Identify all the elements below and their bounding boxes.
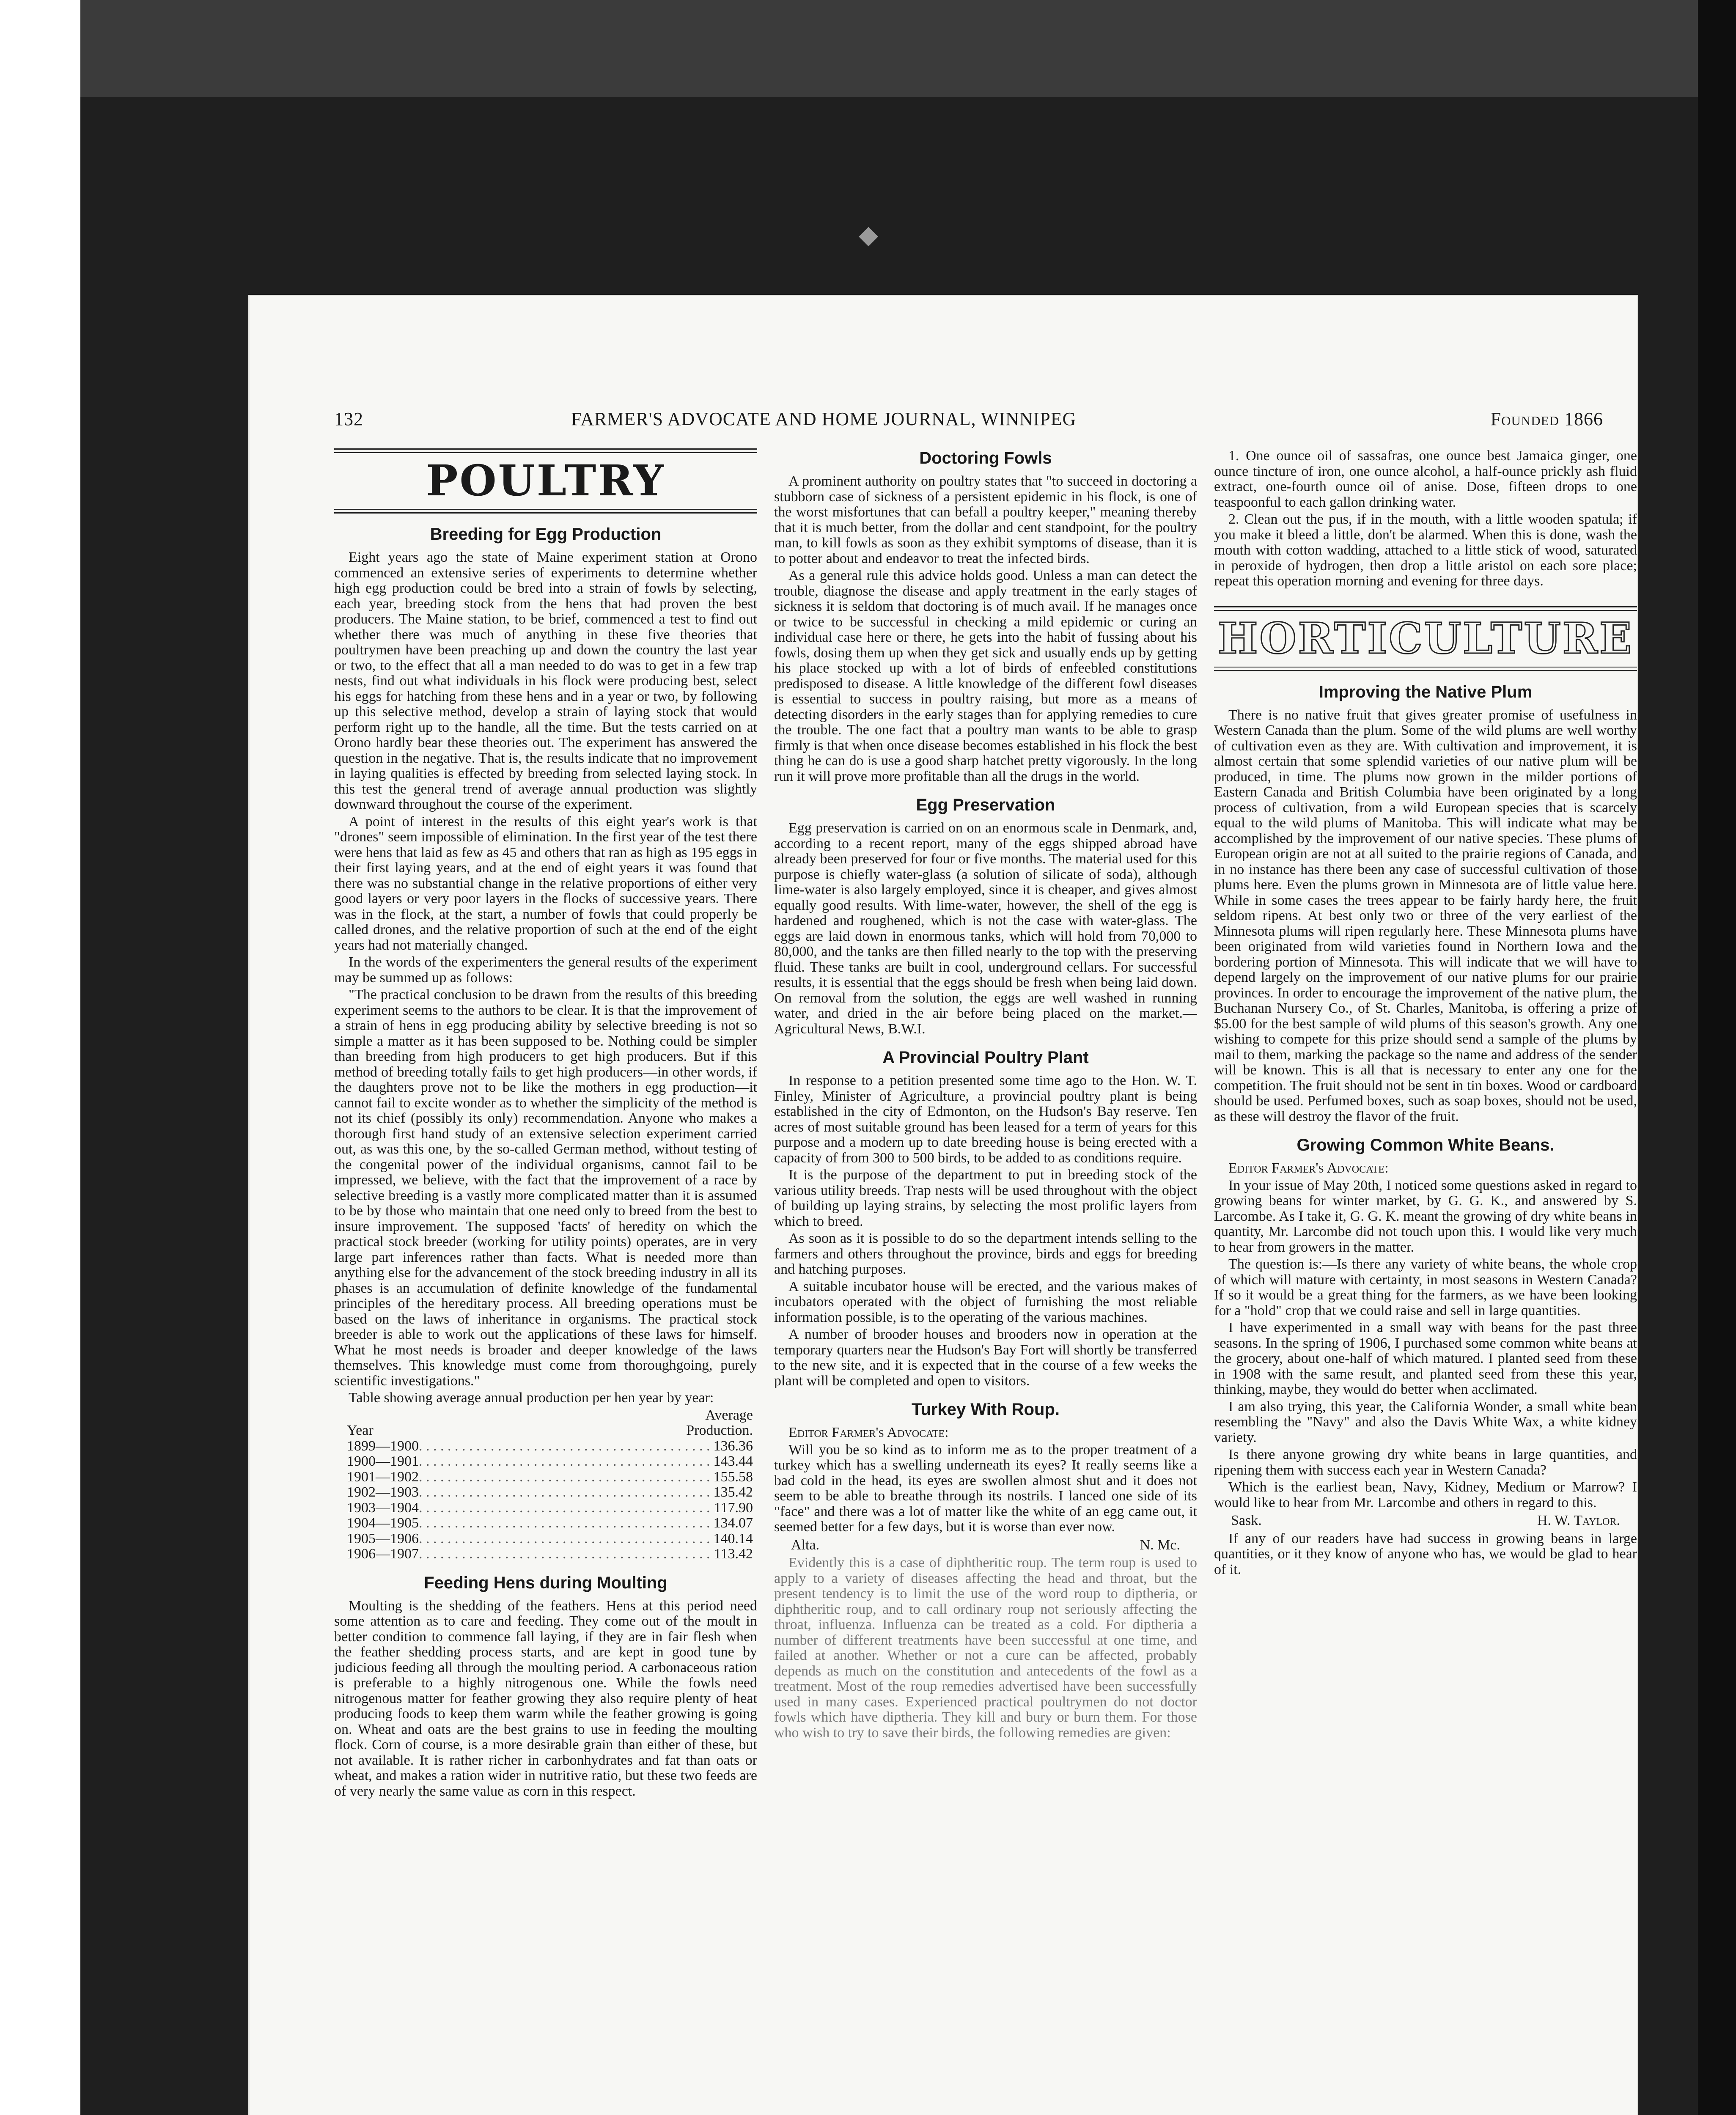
- poultry-plant-headline: A Provincial Poultry Plant: [882, 1048, 1089, 1067]
- signature-name: H. W. Taylor.: [1537, 1513, 1620, 1528]
- table-cell-value: 113.42: [714, 1546, 753, 1562]
- journal-title: FARMER'S ADVOCATE AND HOME JOURNAL, WINNIPEG: [571, 409, 1077, 429]
- answer-paragraph: 2. Clean out the pus, if in the mouth, with a little wooden spatula; if you make it bleed a little, don't be alarmed. When this is done, wash the mouth with cotton wadding, attached to a little stick of wood, saturated in peroxide of hydrogen, then drop a little aristol on each sore place; repeat this operation morning and evening for three days.: [1214, 511, 1637, 589]
- scanner-mark: ◆: [859, 221, 879, 249]
- running-head: [334, 408, 1603, 434]
- newspaper-page: [250, 296, 1637, 2115]
- leader-dots: [419, 1531, 714, 1547]
- scan-margin-right: [1698, 0, 1736, 2115]
- table-row: [347, 1454, 753, 1470]
- turkey-headline: Turkey With Roup.: [912, 1400, 1060, 1419]
- table-cell-value: 135.42: [713, 1484, 753, 1500]
- letter-paragraph: In your issue of May 20th, I noticed some questions asked in regard to growing beans for winter market, by G. G. K., and answered by S. Larcombe. As I take it, G. G. K. meant the growing of dry white beans in quantity, Mr. Larcombe did not touch upon this. I would like very much to hear from growers in the matter.: [1214, 1177, 1637, 1255]
- article-paragraph: "The practical conclusion to be drawn from the results of this breeding experiment seems to the authors to be clear. It is that the improvement of a strain of hens in egg producing ability by selective breeding is not so simple a matter as it has been supposed to be. Nothing could be simpler than breeding from high producers to get high producers. But if this method of breeding totally fails to get high producers—in other words, if the daughters prove not to be like the mothers in egg production—it cannot fail to excite wonder as to whether the simplicity of the method is not its chief (possibly its only) recommendation. Anyone who makes a thorough first hand study of an extensive selection experiment carried out, as was this one, by the so-called German method, without testing of the congenital power of the individual organisms, cannot fail to be impressed, we believe, with the fact that the improvement of a race by selective breeding is a vastly more complicated matter than it is assumed to be by those who maintain that one need only to breed from the best to insure improvement. The supposed 'facts' of heredity on which the practical stock breeder (working for utility points) operates, are in very large part inferences rather than facts. What is needed more than anything else for the advancement of the stock breeding industry in all its phases is an accumulation of definite knowledge of the fundamental principles of the hereditary process. All breeding operations must be based on the laws of inheritance in organisms. The practical stock breeder is able to work out the applications of these laws for himself. What he most needs is broader and deeper knowledge of the laws themselves. This knowledge must come from thoroughgoing, purely scientific investigations.": [334, 987, 757, 1389]
- letter-paragraph: The question is:—Is there any variety of white beans, the whole crop of which will mature with certainty, in most seasons in Western Canada? If so it would be a great thing for the farmers, as we have been looking for a "hold" crop that we could raise and sell in large quantities.: [1214, 1256, 1637, 1318]
- table-cell-year: 1899—1900: [347, 1438, 419, 1454]
- article-paragraph: A point of interest in the results of this eight year's work is that "drones" seem impossible of elimination. In the first year of the test there were hens that laid as few as 45 and others that ran as high as 195 eggs in their first laying years, and at the end of eight years it was found that there was no substantial change in the relative proportions of either very good layers or very poor layers in the flocks of successive years. There was in the flock, at the start, a number of fowls that could properly be called drones, and the relative proportion of such at the end of the eight years had not materially changed.: [334, 813, 757, 953]
- leader-dots: [419, 1454, 714, 1470]
- article-paragraph: A prominent authority on poultry states that "to succeed in doctoring a stubborn case of sickness of a persistent epidemic in his flock, is one of the worst misfortunes that can befall a poultry keeper," meaning thereby that it is much better, from the dollar and cent standpoint, for the poultry man, to kill fowls as soon as they exhibit symptoms of disease, than it is to potter about and endeavor to treat the infected birds.: [774, 473, 1197, 566]
- column-middle: [774, 448, 1197, 2115]
- banner-rule-bottom: [334, 509, 757, 514]
- beans-headline: Growing Common White Beans.: [1297, 1136, 1555, 1154]
- leader-dots: [419, 1439, 714, 1454]
- editor-salutation: Editor Farmer's Advocate:: [788, 1425, 949, 1440]
- banner-rule-bottom: [1214, 667, 1637, 671]
- table-row: [347, 1546, 753, 1562]
- table-cell-year: 1903—1904: [347, 1500, 419, 1516]
- article-paragraph: Eight years ago the state of Maine experiment station at Orono commenced an extensive series of experiments to determine whether high egg production could be bred into a strain of fowls by selecting, each year, breeding stock from the hens that had proven the best producers. The Maine station, to be brief, commenced a test to find out whether there was much of anything in these five theories that poultrymen have been preaching up and down the country the last year or two, to the effect that all a man needed to do was to get in a few trap nests, find out what individuals in his flock were producing best, select his eggs for hatching from these hens and in a year or two, by following up this selective method, develop a strain of laying stock that would perform right up to the handle, all the time. But the tests carried on at Orono hardly bear these theories out. The experiment has answered the question in the negative. That is, the results indicate that no improvement in laying qualities is effected by breeding from selected laying stock. In this test the general trend of average annual production was slightly downward throughout the course of the experiment.: [334, 549, 757, 812]
- article-paragraph: Table showing average annual production per hen year by year:: [349, 1390, 714, 1406]
- table-cell-value: 140.14: [713, 1530, 753, 1546]
- article-paragraph: Moulting is the shedding of the feathers. Hens at this period need some attention as to care and feeding. They come out of the moult in better condition to commence fall laying, if they are in fair flesh when the feather shedding process starts, and are kept in good tune by judicious feeding all through the moulting period. A carbonaceous ration is preferable to a highly nitrogenous one. While the fowls need nitrogenous matter for feather growing they also require plenty of heat producing foods to keep them warm while the feather growing is going on. Wheat and oats are the best grains to use in feeding the moulting flock. Corn of course, is a more desirable grain than either of these, but not available. It is rather richer in carbonhydrates and fat than oats or wheat, and makes a ration wider in nutritive ratio, but these two feeds are of very nearly the same value as corn in this respect.: [334, 1598, 757, 1799]
- table-row: [347, 1500, 753, 1516]
- signature-name: N. Mc.: [1140, 1537, 1180, 1553]
- table-cell-year: 1901—1902: [347, 1469, 419, 1485]
- plum-headline: Improving the Native Plum: [1318, 682, 1533, 701]
- page-number: 132: [334, 409, 363, 429]
- answer-paragraph: Evidently this is a case of diphtheritic roup. The term roup is used to apply to a variety of diseases affecting the head and throat, but the present tendency is to limit the use of the word roup to diptheria, or diphtheritic roup, and to call ordinary roup not seriously affecting the throat, influenza. Influenza can be treated as a cold. For diptheria a number of different treatments have been successful at one time, and failed at another. Whether or not a cure can be affected, probably depends as much on the constitution and antecedents of the fowl as a treatment. Most of the roup remedies advertised have been successfully used in many cases. Experienced practical poultrymen do not doctor fowls which have diptheria. They kill and bury or burn them. For those who wish to try to save their birds, the following remedies are given:: [774, 1555, 1197, 1741]
- signature-place: Alta.: [791, 1537, 820, 1553]
- article-paragraph: A number of brooder houses and brooders now in operation at the temporary quarters near the Hudson's Bay Fort will shortly be transferred to the new site, and it is expected that in the course of a few weeks the plant will be completed and open to visitors.: [774, 1327, 1197, 1389]
- breeding-headline: Breeding for Egg Production: [430, 525, 662, 544]
- table-cell-year: 1902—1903: [347, 1484, 419, 1500]
- table-row: [347, 1470, 753, 1485]
- table-cell-value: 155.58: [713, 1469, 753, 1485]
- article-paragraph: Egg preservation is carried on on an enormous scale in Denmark, and, according to a recent report, many of the eggs shipped abroad have already been preserved for four or five months. The material used for this purpose is chiefly water-glass (a solution of silicate of soda), although lime-water is also largely employed, since it is cheaper, and gives almost equally good results. With lime-water, however, the shell of the egg is hardened and roughened, which is not the case with water-glass. The eggs are laid down in enormous tanks, which will hold from 70,000 to 80,000, and the tanks are then filled nearly to the top with the preserving fluid. These tanks are built in cool, underground cellars. For successful results, it is essential that the eggs should be fresh when being laid down. On removal from the solution, the eggs are well washed in running water, and dried in the air before being placed on the market.—Agricultural News, B.W.I.: [774, 820, 1197, 1037]
- table-cell-year: 1904—1905: [347, 1515, 419, 1531]
- table-row: [347, 1516, 753, 1531]
- table-row: [347, 1531, 753, 1547]
- egg-preservation-headline: Egg Preservation: [916, 796, 1055, 814]
- letter-paragraph: I have experimented in a small way with beans for the past three seasons. In the spring of 1906, I purchased some common white beans at the grocery, about one-half of which matured. I planted seed from these in 1908 with the same result, and planted seed from these this year, thinking, maybe, they would do better when acclimated.: [1214, 1320, 1637, 1397]
- founded-line: Founded 1866: [1490, 409, 1603, 429]
- article-paragraph: In response to a petition presented some time ago to the Hon. W. T. Finley, Minister of Agriculture, a provincial poultry plant is being established in the city of Edmonton, on the Hudson's Bay reserve. Ten acres of most suitable ground has been leased for a term of years for this purpose and a modern up to date breeding house is being erected with a capacity of from 300 to 500 birds, to be added to as conditions require.: [774, 1073, 1197, 1166]
- article-paragraph: As a general rule this advice holds good. Unless a man can detect the trouble, diagnose the disease and apply treatment in the early stages of sickness it is seldom that doctoring is of much avail. If he manages once or twice to be successful in checking a mild epidemic or curing an individual case here or there, he gets into the habit of fussing about his fowls, dosing them up when they get sick and usually ends up by getting his place stocked up with a lot of birds of enfeebled constitutions predisposed to disease. A little knowledge of the different fowl diseases is essential to success in poultry raising, but more as a means of detecting disorders in the early stages than for applying remedies to cure the trouble. The one fact that a poultry man wants to be able to grasp firmly is that when once disease becomes established in his flock the best thing he can do is use a good sharp hatchet pretty vigorously. In the long run it will prove more profitable than all the drugs in the world.: [774, 568, 1197, 784]
- leader-dots: [419, 1500, 714, 1516]
- table-cell-value: 136.36: [713, 1438, 753, 1454]
- horticulture-banner: HORTICULTURE: [1217, 613, 1634, 663]
- letter-paragraph: Will you be so kind as to inform me as to the proper treatment of a turkey which has a swelling underneath its eyes? It really seems like a bad cold in the head, its eyes are swollen almost shut and it does not seem to be able to breathe through its nostrils. I lanced one side of its "face" and there was a lot of matter like the white of an egg came out, it seemed better for a few days, but it is worse than ever now.: [774, 1442, 1197, 1535]
- moulting-headline: Feeding Hens during Moulting: [424, 1573, 667, 1592]
- article-paragraph: It is the purpose of the department to put in breeding stock of the various utility breeds. Trap nests will be used throughout with the object of building up laying strains, by selecting the most prolific layers from which to breed.: [774, 1167, 1197, 1229]
- doctoring-headline: Doctoring Fowls: [919, 449, 1052, 467]
- table-header-year: Year: [347, 1423, 374, 1438]
- letter-signature: [1231, 1513, 1620, 1529]
- leader-dots: [419, 1516, 714, 1531]
- article-paragraph: A suitable incubator house will be erected, and the various makes of incubators operated with the object of furnishing the most reliable information possible, is to the operating of the various machines.: [774, 1278, 1197, 1325]
- leader-dots: [419, 1470, 714, 1485]
- letter-paragraph: I am also trying, this year, the California Wonder, a small white bean resembling the "Navy" and also the Davis White Wax, a white kidney variety.: [1214, 1398, 1637, 1445]
- table-cell-value: 117.90: [714, 1500, 753, 1516]
- table-header-production: Production.: [686, 1423, 753, 1438]
- leader-dots: [419, 1485, 714, 1500]
- table-row: [347, 1485, 753, 1500]
- letter-signature: [791, 1538, 1180, 1553]
- table-cell-value: 134.07: [713, 1515, 753, 1531]
- table-cell-value: 143.44: [713, 1453, 753, 1469]
- banner-rule-top: [334, 448, 757, 453]
- table-cell-year: 1900—1901: [347, 1453, 419, 1469]
- answer-paragraph: 1. One ounce oil of sassafras, one ounce best Jamaica ginger, one ounce tincture of iron, one ounce alcohol, a half-ounce prickly ash fluid extract, one-fourth ounce oil of anise. Dose, fifteen drops to one teaspoonful to each gallon drinking water.: [1214, 448, 1637, 510]
- column-left: [334, 448, 757, 2115]
- article-paragraph: In the words of the experimenters the general results of the experiment may be summed up as follows:: [334, 954, 757, 986]
- scan-margin-left: [0, 0, 80, 2115]
- poultry-banner: POULTRY: [426, 456, 665, 505]
- table-cell-year: 1906—1907: [347, 1546, 419, 1562]
- column-right: [1214, 448, 1637, 2115]
- editor-salutation: Editor Farmer's Advocate:: [1228, 1160, 1389, 1176]
- letter-paragraph: Which is the earliest bean, Navy, Kidney, Medium or Marrow? I would like to hear from Mr. Larcombe and others in regard to this.: [1214, 1479, 1637, 1511]
- table-row: [347, 1439, 753, 1454]
- table-cell-year: 1905—1906: [347, 1530, 419, 1546]
- article-paragraph: There is no native fruit that gives greater promise of usefulness in Western Canada than the plum. Some of the wild plums are well worthy of cultivation even as they are. With cultivation and improvement, it is almost certain that some splendid varieties of our native plum will be produced, in time. The plums now grown in the milder portions of Eastern Canada and British Columbia have been originated by a long process of cultivation, from a wild European species that is scarcely equal to the wild plums of Manitoba. This will indicate what may be accomplished by the improvement of our native species. These plums of European origin are not at all suited to the prairie regions of Canada, and in no instance has there been any case of successful cultivation of those plums here. Even the plums grown in Minnesota are of little value here. While in some cases the trees appear to be fairly hardy here, the fruit seldom ripens. At best only two or three of the very earliest of the Minnesota plums will ripen regularly here. These Minnesota plums have been originated from wild varieties found in Northern Iowa and the bordering portion of Minnesota. This will indicate that we will have to depend largely on the improvement of our native plums for our prairie provinces. In order to encourage the improvement of the native plum, the Buchanan Nursery Co., of St. Charles, Manitoba, is offering a prize of $5.00 for the best sample of wild plums of this season's growth. Any one wishing to compete for this prize should send a sample of the plums by mail to them, marking the package so the name and address of the sender will be known. This is all that is necessary to enter any one for the competition. The fruit should not be sent in tin boxes. Wood or cardboard should be used. Perfumed boxes, such as soap boxes, should not be used, as these will destroy the flavor of the fruit.: [1214, 707, 1637, 1124]
- scan-margin-top: [80, 0, 1736, 97]
- table-header-row: [347, 1423, 753, 1439]
- letter-paragraph: Is there anyone growing dry white beans in large quantities, and ripening them with success each year in Western Canada?: [1214, 1447, 1637, 1478]
- banner-rule-top: [1214, 606, 1637, 611]
- production-table: [334, 1408, 757, 1562]
- editor-note: If any of our readers have had success in growing beans in large quantities, or it they know of anyone who has, we would be glad to hear of it.: [1214, 1530, 1637, 1577]
- article-paragraph: As soon as it is possible to do so the department intends selling to the farmers and others throughout the province, birds and eggs for breeding and hatching purposes.: [774, 1231, 1197, 1277]
- table-header-average: Average: [705, 1407, 753, 1423]
- leader-dots: [419, 1546, 714, 1562]
- signature-place: Sask.: [1231, 1513, 1262, 1528]
